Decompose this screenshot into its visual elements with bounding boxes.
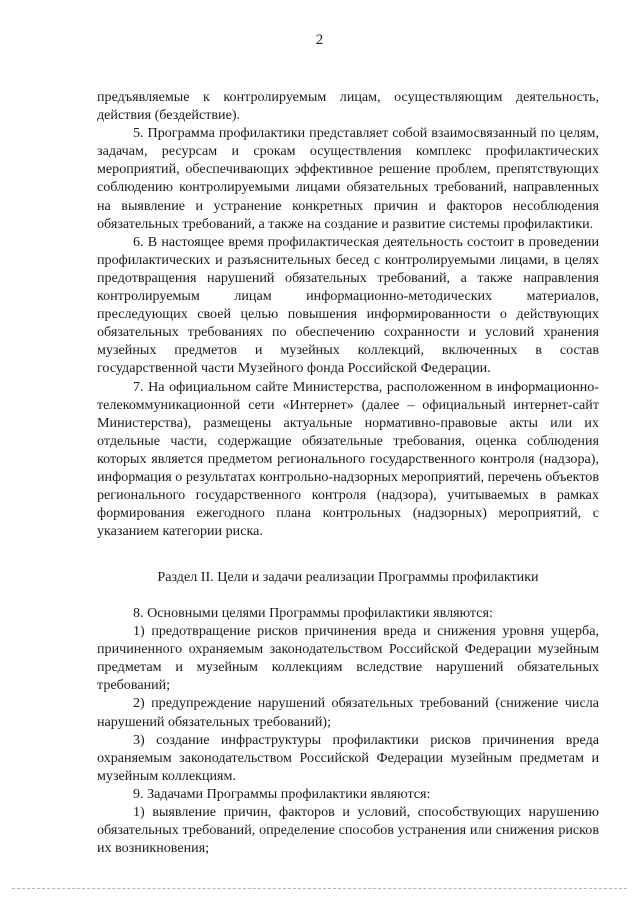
paragraph-item-8: 8. Основными целями Программы профилактики являются:: [133, 605, 493, 621]
section-heading: Раздел II. Цели и задачи реализации Программы профилактики: [157, 569, 539, 585]
paragraph-item-7: 7. На официальном сайте Министерства, расположенном в информационно-телекоммуникационной сети «Интернет» (далее – официальный интернет-сайт Министерства), размещены актуальные нормативно-правовые акты или их отдельные части, содержащие обязательные требования, оценка соблюдения которых является предметом регионального государственного контроля (надзора), информация о результатах контрольно-надзорных мероприятий, перечень объектов регионального государственного контроля (надзора), учитываемых в рамках формирования ежегодного плана контрольных (надзорных) мероприятий, с указанием категории риска.: [97, 378, 599, 540]
document-body: [97, 88, 599, 540]
list-item-8-3: 3) создание инфраструктуры профилактики рисков причинения вреда охраняемым законодательством Российской Федерации музейным предметам и музейным коллекциям.: [97, 731, 599, 784]
page-number: 2: [315, 32, 324, 48]
list-item-8-1: 1) предотвращение рисков причинения вреда и снижения уровня ущерба, причиненного охраняемым законодательством Российской Федерации музейным предметам и музейным коллекциям вследствие нарушений обязательных требований;: [97, 623, 599, 694]
paragraph-item-9: 9. Задачами Программы профилактики являются:: [133, 785, 431, 802]
scan-footer-rule: [12, 888, 627, 889]
document-body-section-2: [97, 604, 599, 857]
list-item-8-2: 2) предупреждение нарушений обязательных требований (снижение числа нарушений обязательных требований);: [97, 695, 599, 730]
paragraph-continuation: предъявляемые к контролируемым лицам, осуществляющим деятельность, действия (бездействие).: [97, 89, 599, 124]
paragraph-item-5: 5. Программа профилактики представляет собой взаимосвязанный по целям, задачам, ресурсам и срокам осуществления комплекс профилактических мероприятий, обеспечивающих эффективное решение проблем, препятствующих соблюдению контролируемыми лицами обязательных требований, направленных на выявление и устранение конкретных причин и факторов несоблюдения обязательных требований, а также на создание и развитие системы профилактики.: [97, 125, 599, 232]
paragraph-item-6: 6. В настоящее время профилактическая деятельность состоит в проведении профилактических и разъяснительных бесед с контролируемыми лицами, в целях предотвращения нарушений обязательных требований, а также направления контролируемым лицам информационно-методических материалов, преследующих своей целью повышения информированности о действующих обязательных требованиях по обеспечению сохранности и условий хранения музейных предметов и музейных коллекций, включенных в состав государственной части Музейного фонда Российской Федерации.: [97, 233, 599, 377]
list-item-9-1: 1) выявление причин, факторов и условий, способствующих нарушению обязательных требований, определение способов устранения или снижения рисков их возникновения;: [97, 804, 599, 857]
